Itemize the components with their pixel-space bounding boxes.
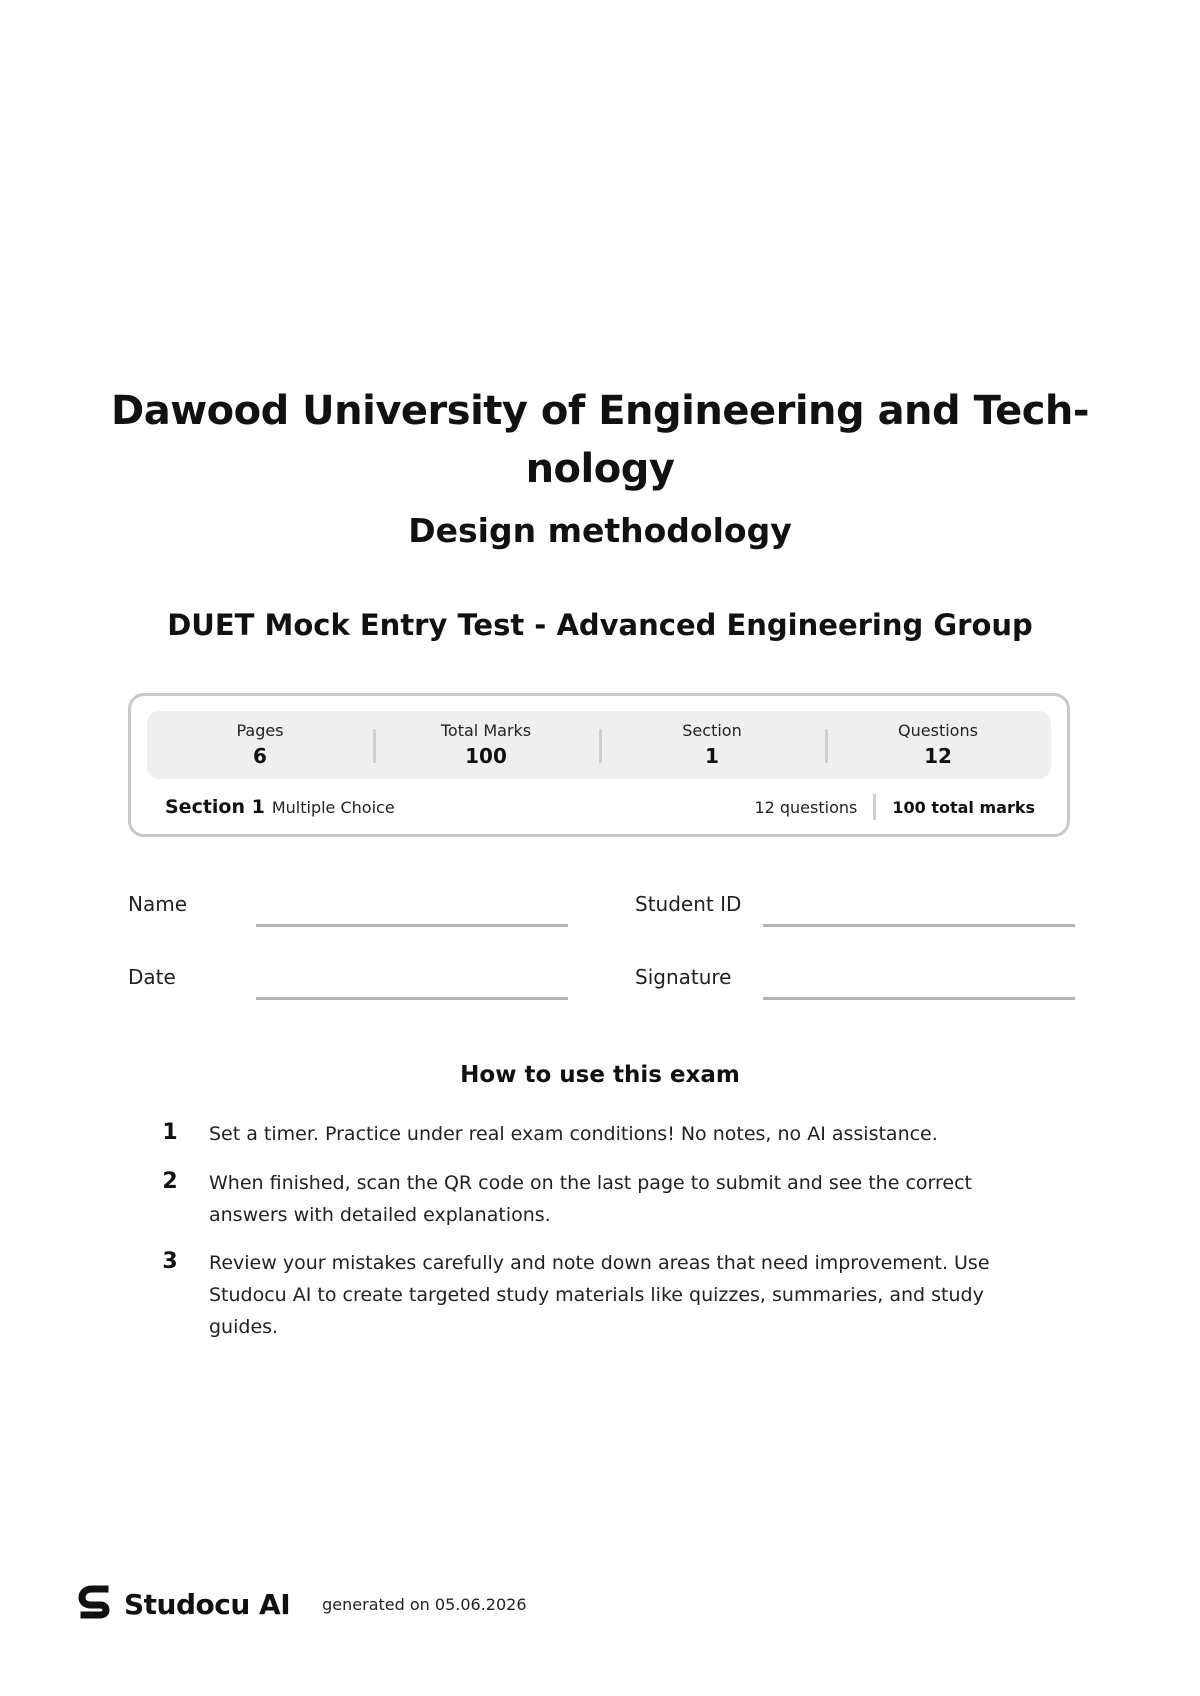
stat-label: Pages	[236, 721, 284, 740]
stat-value: 100	[465, 744, 507, 768]
student-id-field[interactable]	[635, 890, 1075, 930]
university-title	[100, 382, 1100, 498]
stat-label: Questions	[898, 721, 978, 740]
section-summary-row	[165, 793, 1035, 821]
studocu-logo-icon	[78, 1585, 114, 1623]
date-label: Date	[128, 965, 176, 989]
name-label: Name	[128, 892, 188, 916]
section-marks-number: 100	[892, 797, 926, 817]
stat-value: 1	[705, 744, 719, 768]
footer	[78, 1584, 527, 1624]
stat-label: Section	[682, 721, 742, 740]
course-title: Design methodology	[408, 511, 792, 550]
stat-value: 12	[924, 744, 952, 768]
step-number: 1	[162, 1120, 178, 1145]
university-title-line-1: Dawood University of Engineering and Tech-	[111, 388, 1089, 434]
stat-total-marks	[373, 711, 599, 779]
date-field[interactable]	[128, 963, 568, 1003]
stat-label: Total Marks	[440, 721, 532, 740]
stat-pages	[147, 711, 373, 779]
signature-line[interactable]	[763, 997, 1075, 1000]
student-id-label: Student ID	[635, 892, 742, 916]
student-id-line[interactable]	[763, 924, 1075, 927]
name-field[interactable]	[128, 890, 568, 930]
section-name: Section 1	[165, 796, 265, 818]
section-type: Multiple Choice	[271, 797, 395, 817]
step-text: Review your mistakes carefully and note down areas that need improvement. Use Studocu AI to create targeted study materials like quizzes, summaries, and study guides.	[209, 1252, 990, 1338]
signature-label: Signature	[635, 965, 732, 989]
step-text: Set a timer. Practice under real exam conditions! No notes, no AI assistance.	[209, 1123, 938, 1145]
section-total-marks	[876, 798, 1035, 817]
exam-stats-bar	[147, 711, 1051, 779]
generated-date: generated on 05.06.2026	[322, 1594, 527, 1614]
section-marks-label: total marks	[931, 797, 1035, 817]
university-title-line-2: nology	[525, 446, 675, 492]
step-number: 2	[162, 1169, 178, 1194]
exam-info-box	[128, 693, 1070, 837]
exam-title: DUET Mock Entry Test - Advanced Engineering Group	[167, 608, 1033, 642]
date-line[interactable]	[256, 997, 568, 1000]
stat-questions	[825, 711, 1051, 779]
stat-value: 6	[253, 744, 267, 768]
stat-section	[599, 711, 825, 779]
name-line[interactable]	[256, 924, 568, 927]
section-question-count: 12 questions	[754, 797, 858, 817]
step-number: 3	[162, 1249, 178, 1274]
signature-field[interactable]	[635, 963, 1075, 1003]
brand-name: Studocu AI	[124, 1587, 291, 1621]
step-text: When finished, scan the QR code on the last page to submit and see the correct answers with detailed explanations.	[209, 1172, 972, 1226]
howto-title: How to use this exam	[460, 1062, 740, 1088]
